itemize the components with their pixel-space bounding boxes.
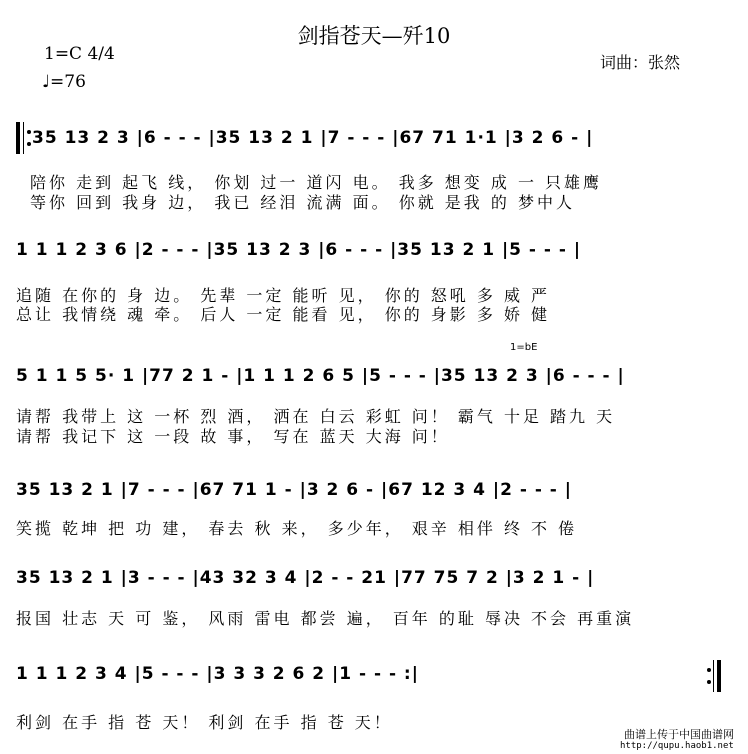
- repeat-dot: [27, 142, 31, 146]
- key-signature: 1=C 4/4: [44, 44, 115, 64]
- notation-line-6: 1 1 1 2 3 4 |5 - - - |3 3 3 2 6 2 |1 - - - :|: [16, 664, 419, 684]
- notation-line-3: 5 1 1 5 5· 1 |77 2 1 - |1 1 1 2 6 5 |5 - - - |35 13 2 3 |6 - - - |: [16, 366, 625, 386]
- lyric-line-5: 报国 壮志 天 可 鉴， 风雨 雷电 都尝 遍， 百年 的耻 辱决 不会 再重演: [16, 609, 635, 628]
- repeat-dot: [707, 680, 711, 684]
- footer-url: http://qupu.haob1.net: [620, 741, 734, 751]
- tempo-marking: ♩=76: [42, 72, 86, 92]
- footer-site: 曲谱上传于中国曲谱网: [624, 728, 734, 741]
- key-change-marking: 1=bE: [510, 342, 538, 353]
- notation-line-4: 35 13 2 1 |7 - - - |67 71 1 - |3 2 6 - |67 12 3 4 |2 - - - |: [16, 480, 572, 500]
- notation-line-5: 35 13 2 1 |3 - - - |43 32 3 4 |2 - - 21 |77 75 7 2 |3 2 1 - |: [16, 568, 595, 588]
- notation-line-2: 1 1 1 2 3 6 |2 - - - |35 13 2 3 |6 - - - |35 13 2 1 |5 - - - |: [16, 240, 582, 260]
- lyric-line-1a: 陪你 走到 起飞 线， 你划 过一 道闪 电。 我多 想变 成 一 只雄鹰: [30, 173, 603, 192]
- lyric-line-4: 笑揽 乾坤 把 功 建， 春去 秋 来， 多少年， 艰辛 相伴 终 不 倦: [16, 519, 578, 538]
- repeat-start-thin: [23, 122, 24, 154]
- notation-line-1: 35 13 2 3 |6 - - - |35 13 2 1 |7 - - - |67 71 1·1 |3 2 6 - |: [32, 128, 594, 148]
- lyric-line-3b: 请帮 我记下 这 一段 故 事， 写在 蓝天 大海 问！: [16, 427, 450, 446]
- repeat-start-thick: [16, 122, 20, 154]
- lyric-line-2a: 追随 在你的 身 边。 先辈 一定 能听 见， 你的 怒吼 多 威 严: [16, 286, 551, 305]
- lyric-line-3a: 请帮 我带上 这 一杯 烈 酒， 洒在 白云 彩虹 问！ 霸气 十足 踏九 天: [16, 407, 616, 426]
- lyric-line-6: 利剑 在手 指 苍 天！ 利剑 在手 指 苍 天！: [16, 713, 393, 732]
- lyric-line-1b: 等你 回到 我身 边， 我已 经泪 流满 面。 你就 是我 的 梦中人: [30, 193, 575, 212]
- repeat-end-thin: [713, 660, 714, 692]
- song-title: 剑指苍天—歼10: [297, 24, 451, 48]
- repeat-end-thick: [717, 660, 721, 692]
- repeat-dot: [707, 668, 711, 672]
- lyric-line-2b: 总让 我情绕 魂 牵。 后人 一定 能看 见， 你的 身影 多 娇 健: [16, 305, 551, 324]
- repeat-dot: [27, 130, 31, 134]
- author-credit: 词曲：张然: [600, 53, 681, 72]
